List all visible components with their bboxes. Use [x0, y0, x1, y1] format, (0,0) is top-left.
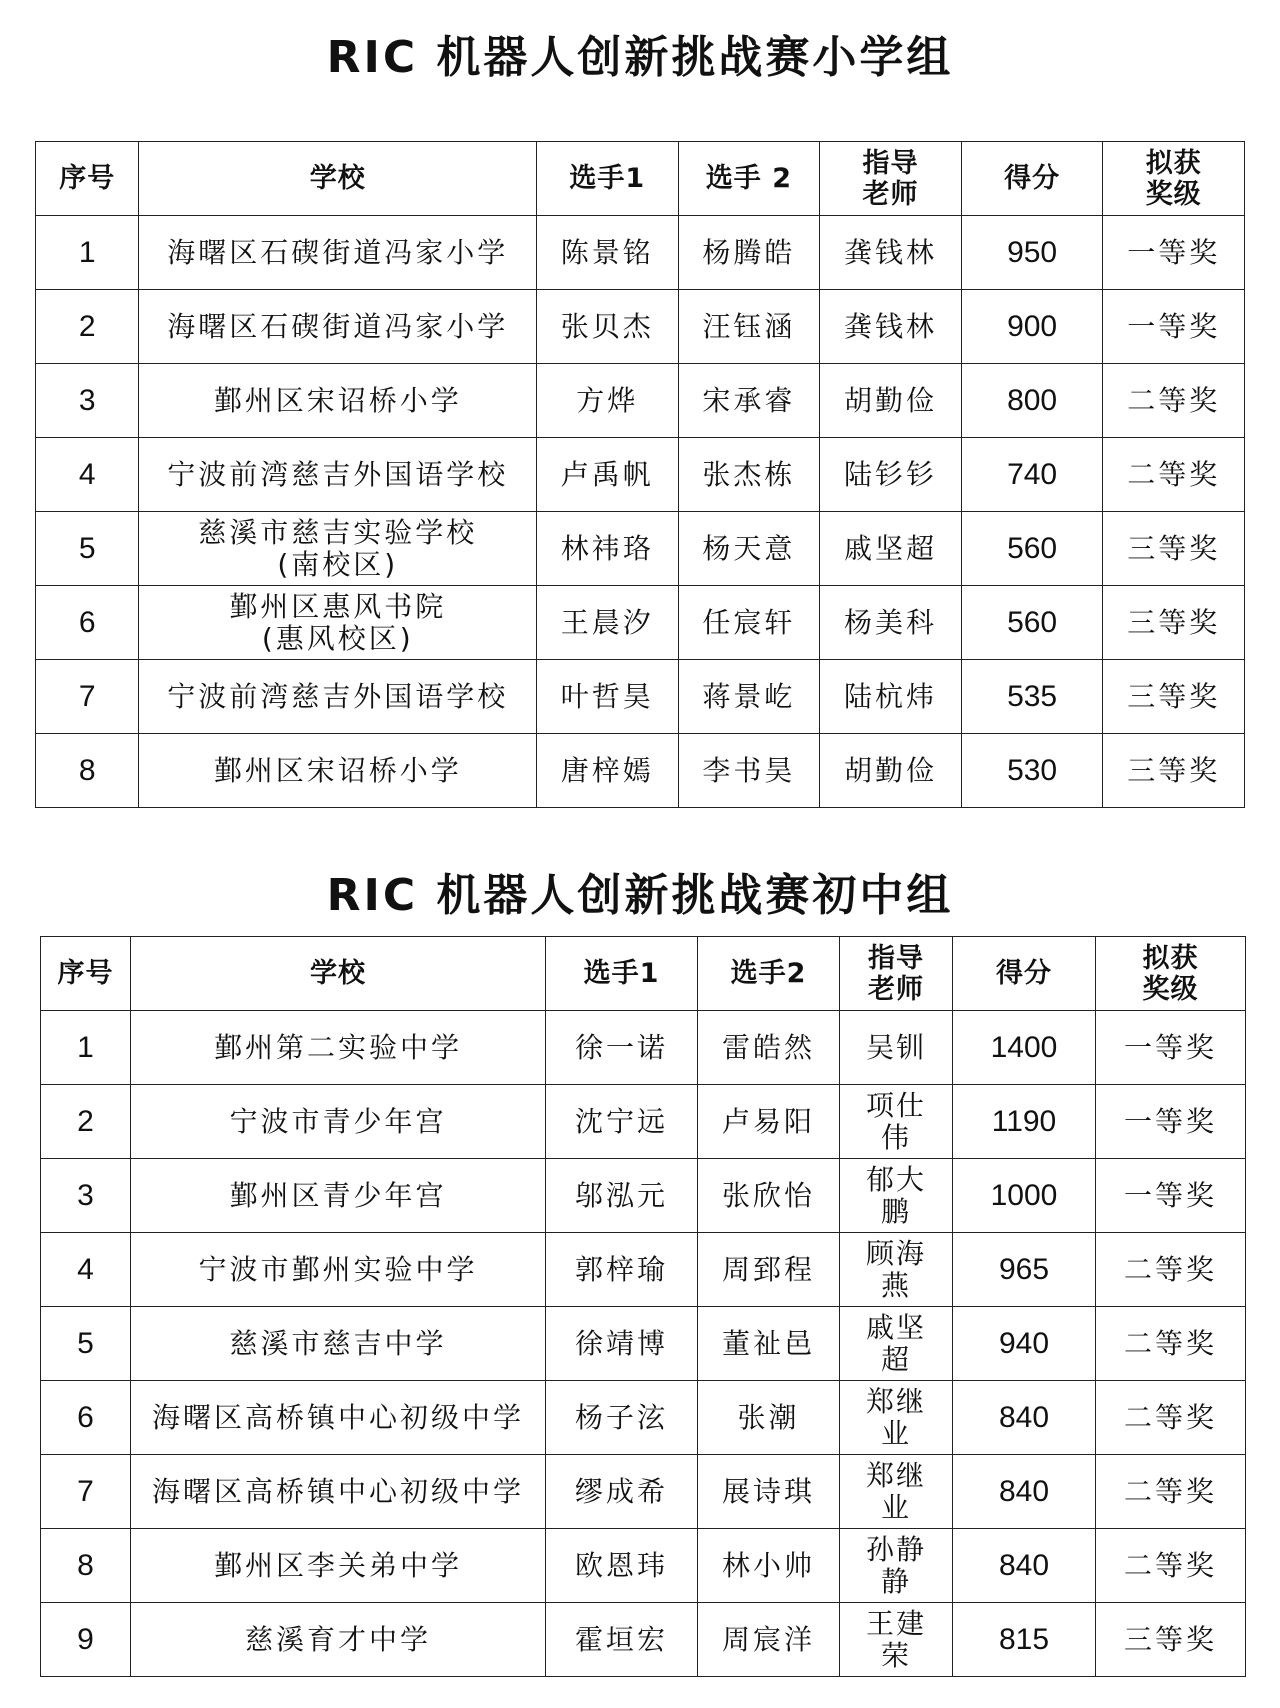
- award-cell: 三等奖: [1103, 734, 1245, 808]
- school-name: 鄞州区宋诏桥小学: [213, 383, 462, 417]
- player1-cell: 欧恩玮: [546, 1529, 698, 1603]
- award-cell: 一等奖: [1096, 1085, 1246, 1159]
- teacher-cell: [820, 290, 962, 364]
- school-name: 鄞州第二实验中学: [213, 1030, 462, 1064]
- player1-cell: 王晨汐: [537, 586, 679, 660]
- player1-cell: 郭梓瑜: [546, 1233, 698, 1307]
- row-number: 1: [41, 1011, 131, 1085]
- school-cell: [131, 1159, 546, 1233]
- school-name: 宁波市青少年宫: [229, 1104, 447, 1138]
- table-row: [41, 1011, 1246, 1085]
- school-cell: [131, 1529, 546, 1603]
- player2-cell: 张潮: [698, 1381, 840, 1455]
- table-row: [36, 290, 1245, 364]
- teacher-name-cont: 静: [880, 1564, 911, 1598]
- table-header-row: [36, 142, 1245, 216]
- header-teacher-line1: 指导: [868, 942, 924, 974]
- player1-cell: 霍垣宏: [546, 1603, 698, 1677]
- header-teacher: [820, 142, 962, 216]
- score-cell: 965: [953, 1233, 1096, 1307]
- player1-cell: 叶哲昊: [537, 660, 679, 734]
- player2-cell: 李书昊: [678, 734, 820, 808]
- score-cell: 815: [953, 1603, 1096, 1677]
- row-number: 9: [41, 1603, 131, 1677]
- header-award: [1096, 937, 1246, 1011]
- teacher-name-cont: 业: [880, 1490, 911, 1524]
- school-cell: [139, 586, 537, 660]
- teacher-name: 龚钱林: [843, 235, 937, 269]
- score-cell: 1000: [953, 1159, 1096, 1233]
- row-number: 3: [36, 364, 139, 438]
- table-row: [36, 216, 1245, 290]
- score-cell: 1190: [953, 1085, 1096, 1159]
- score-cell: 940: [953, 1307, 1096, 1381]
- score-cell: 950: [961, 216, 1103, 290]
- teacher-cell: [840, 1011, 953, 1085]
- row-number: 4: [41, 1233, 131, 1307]
- school-name: 海曙区高桥镇中心初级中学: [151, 1474, 524, 1508]
- table-header-row: [41, 937, 1246, 1011]
- teacher-name: 胡勤俭: [843, 753, 937, 787]
- teacher-name-cont: 荣: [880, 1638, 911, 1672]
- score-cell: 800: [961, 364, 1103, 438]
- table-row: [41, 1381, 1246, 1455]
- teacher-cell: [840, 1529, 953, 1603]
- junior-table-body: [41, 1011, 1246, 1677]
- school-name: 宁波前湾慈吉外国语学校: [167, 457, 509, 491]
- score-cell: 840: [953, 1529, 1096, 1603]
- player2-cell: 杨天意: [678, 512, 820, 586]
- header-award-line1: 拟获: [1142, 942, 1199, 974]
- school-cell: [139, 438, 537, 512]
- teacher-name-cont: 伟: [880, 1120, 911, 1154]
- primary-section-title: RIC 机器人创新挑战赛小学组: [326, 32, 954, 83]
- player1-cell: 沈宁远: [546, 1085, 698, 1159]
- player2-cell: 汪钰涵: [678, 290, 820, 364]
- teacher-name: 胡勤俭: [843, 383, 937, 417]
- player1-cell: 卢禹帆: [537, 438, 679, 512]
- score-cell: 840: [953, 1381, 1096, 1455]
- school-cell: [131, 1085, 546, 1159]
- school-campus: (惠风校区): [261, 621, 414, 655]
- school-name: 慈溪育才中学: [244, 1622, 431, 1656]
- junior-results-table: [40, 936, 1246, 1677]
- player2-cell: 张杰栋: [678, 438, 820, 512]
- teacher-name: 龚钱林: [843, 309, 937, 343]
- school-name: 鄞州区青少年宫: [229, 1178, 447, 1212]
- player2-cell: 雷皓然: [698, 1011, 840, 1085]
- row-number: 5: [36, 512, 139, 586]
- row-number: 7: [41, 1455, 131, 1529]
- teacher-name: 顾海: [865, 1236, 926, 1270]
- school-name: 宁波前湾慈吉外国语学校: [167, 679, 509, 713]
- award-cell: 三等奖: [1103, 586, 1245, 660]
- award-cell: 一等奖: [1096, 1011, 1246, 1085]
- teacher-cell: [840, 1085, 953, 1159]
- school-name: 宁波市鄞州实验中学: [198, 1252, 478, 1286]
- row-number: 3: [41, 1159, 131, 1233]
- table-row: [41, 1085, 1246, 1159]
- teacher-cell: [840, 1603, 953, 1677]
- header-teacher-line2: 老师: [868, 973, 924, 1005]
- teacher-cell: [840, 1381, 953, 1455]
- award-cell: 一等奖: [1096, 1159, 1246, 1233]
- teacher-name: 吴钏: [865, 1030, 926, 1064]
- school-cell: [131, 1381, 546, 1455]
- school-name: 慈溪市慈吉实验学校: [198, 515, 478, 549]
- header-score: 得分: [961, 142, 1103, 216]
- school-cell: [131, 1603, 546, 1677]
- school-cell: [139, 512, 537, 586]
- player2-cell: 董祉邑: [698, 1307, 840, 1381]
- teacher-cell: [820, 660, 962, 734]
- header-award-line2: 奖级: [1142, 973, 1199, 1005]
- teacher-name-cont: 业: [880, 1416, 911, 1450]
- teacher-name: 王建: [865, 1606, 926, 1640]
- teacher-cell: [840, 1307, 953, 1381]
- school-cell: [131, 1307, 546, 1381]
- header-player1: 选手1: [546, 937, 698, 1011]
- score-cell: 1400: [953, 1011, 1096, 1085]
- school-cell: [139, 660, 537, 734]
- header-teacher-line2: 老师: [862, 178, 919, 210]
- school-name: 慈溪市慈吉中学: [229, 1326, 447, 1360]
- school-name: 海曙区石碶街道冯家小学: [167, 235, 509, 269]
- player1-cell: 唐梓嫣: [537, 734, 679, 808]
- row-number: 5: [41, 1307, 131, 1381]
- school-cell: [139, 290, 537, 364]
- header-teacher: [840, 937, 953, 1011]
- player1-cell: 邬泓元: [546, 1159, 698, 1233]
- teacher-name: 戚坚超: [843, 531, 937, 565]
- teacher-name-cont: 超: [880, 1342, 911, 1376]
- table-row: [36, 438, 1245, 512]
- primary-table-body: [36, 216, 1245, 808]
- row-number: 2: [36, 290, 139, 364]
- row-number: 4: [36, 438, 139, 512]
- school-cell: [131, 1011, 546, 1085]
- teacher-name: 项仕: [865, 1088, 926, 1122]
- score-cell: 840: [953, 1455, 1096, 1529]
- school-cell: [139, 216, 537, 290]
- header-award-line1: 拟获: [1145, 147, 1202, 179]
- table-row: [36, 660, 1245, 734]
- score-cell: 900: [961, 290, 1103, 364]
- award-cell: 一等奖: [1103, 290, 1245, 364]
- player2-cell: 杨腾皓: [678, 216, 820, 290]
- teacher-cell: [820, 734, 962, 808]
- row-number: 2: [41, 1085, 131, 1159]
- award-cell: 二等奖: [1096, 1233, 1246, 1307]
- player1-cell: 徐靖博: [546, 1307, 698, 1381]
- award-cell: 一等奖: [1103, 216, 1245, 290]
- school-cell: [139, 734, 537, 808]
- player1-cell: 张贝杰: [537, 290, 679, 364]
- award-cell: 三等奖: [1096, 1603, 1246, 1677]
- award-cell: 二等奖: [1096, 1307, 1246, 1381]
- award-cell: 二等奖: [1103, 364, 1245, 438]
- primary-results-table: [35, 141, 1245, 808]
- header-no: 序号: [41, 937, 131, 1011]
- award-cell: 三等奖: [1103, 660, 1245, 734]
- player2-cell: 周郅程: [698, 1233, 840, 1307]
- junior-section-title: RIC 机器人创新挑战赛初中组: [326, 870, 954, 921]
- score-cell: 560: [961, 512, 1103, 586]
- player2-cell: 蒋景屹: [678, 660, 820, 734]
- award-cell: 二等奖: [1096, 1381, 1246, 1455]
- player1-cell: 杨子泫: [546, 1381, 698, 1455]
- row-number: 6: [36, 586, 139, 660]
- teacher-name: 郑继: [865, 1384, 926, 1418]
- teacher-name-cont: 燕: [880, 1268, 911, 1302]
- table-row: [41, 1529, 1246, 1603]
- row-number: 1: [36, 216, 139, 290]
- player2-cell: 任宸轩: [678, 586, 820, 660]
- teacher-cell: [840, 1455, 953, 1529]
- row-number: 8: [36, 734, 139, 808]
- table-row: [36, 364, 1245, 438]
- header-score: 得分: [953, 937, 1096, 1011]
- table-row: [36, 586, 1245, 660]
- header-award-line2: 奖级: [1145, 178, 1202, 210]
- header-player1: 选手1: [537, 142, 679, 216]
- header-award: [1103, 142, 1245, 216]
- school-name: 鄞州区惠风书院: [229, 589, 447, 623]
- school-cell: [131, 1455, 546, 1529]
- award-cell: 二等奖: [1103, 438, 1245, 512]
- row-number: 8: [41, 1529, 131, 1603]
- table-row: [41, 1307, 1246, 1381]
- table-row: [36, 512, 1245, 586]
- teacher-cell: [840, 1233, 953, 1307]
- teacher-cell: [820, 438, 962, 512]
- player2-cell: 周宸洋: [698, 1603, 840, 1677]
- player2-cell: 宋承睿: [678, 364, 820, 438]
- header-player2: 选手 2: [678, 142, 820, 216]
- school-cell: [131, 1233, 546, 1307]
- teacher-cell: [820, 216, 962, 290]
- teacher-name: 杨美科: [843, 605, 937, 639]
- score-cell: 535: [961, 660, 1103, 734]
- school-name: 鄞州区宋诏桥小学: [213, 753, 462, 787]
- header-teacher-line1: 指导: [862, 147, 919, 179]
- player1-cell: 林祎珞: [537, 512, 679, 586]
- header-school: 学校: [139, 142, 537, 216]
- teacher-name: 陆钐钐: [843, 457, 937, 491]
- teacher-cell: [840, 1159, 953, 1233]
- table-row: [41, 1233, 1246, 1307]
- award-cell: 三等奖: [1103, 512, 1245, 586]
- player2-cell: 卢易阳: [698, 1085, 840, 1159]
- score-cell: 530: [961, 734, 1103, 808]
- player1-cell: 陈景铭: [537, 216, 679, 290]
- school-cell: [139, 364, 537, 438]
- header-school: 学校: [131, 937, 546, 1011]
- school-name: 鄞州区李关弟中学: [213, 1548, 462, 1582]
- teacher-name: 郑继: [865, 1458, 926, 1492]
- header-no: 序号: [36, 142, 139, 216]
- row-number: 6: [41, 1381, 131, 1455]
- table-row: [41, 1159, 1246, 1233]
- teacher-name: 戚坚: [865, 1310, 926, 1344]
- table-row: [41, 1455, 1246, 1529]
- school-name: 海曙区石碶街道冯家小学: [167, 309, 509, 343]
- score-cell: 740: [961, 438, 1103, 512]
- header-player2: 选手2: [698, 937, 840, 1011]
- player2-cell: 林小帅: [698, 1529, 840, 1603]
- player2-cell: 展诗琪: [698, 1455, 840, 1529]
- row-number: 7: [36, 660, 139, 734]
- table-row: [36, 734, 1245, 808]
- school-campus: (南校区): [277, 547, 399, 581]
- award-cell: 二等奖: [1096, 1529, 1246, 1603]
- award-cell: 二等奖: [1096, 1455, 1246, 1529]
- player1-cell: 缪成希: [546, 1455, 698, 1529]
- teacher-name: 孙静: [865, 1532, 926, 1566]
- teacher-name: 陆杭炜: [843, 679, 937, 713]
- teacher-cell: [820, 512, 962, 586]
- player2-cell: 张欣怡: [698, 1159, 840, 1233]
- teacher-name-cont: 鹏: [880, 1194, 911, 1228]
- teacher-name: 郁大: [865, 1162, 926, 1196]
- score-cell: 560: [961, 586, 1103, 660]
- player1-cell: 徐一诺: [546, 1011, 698, 1085]
- teacher-cell: [820, 364, 962, 438]
- table-row: [41, 1603, 1246, 1677]
- player1-cell: 方烨: [537, 364, 679, 438]
- teacher-cell: [820, 586, 962, 660]
- school-name: 海曙区高桥镇中心初级中学: [151, 1400, 524, 1434]
